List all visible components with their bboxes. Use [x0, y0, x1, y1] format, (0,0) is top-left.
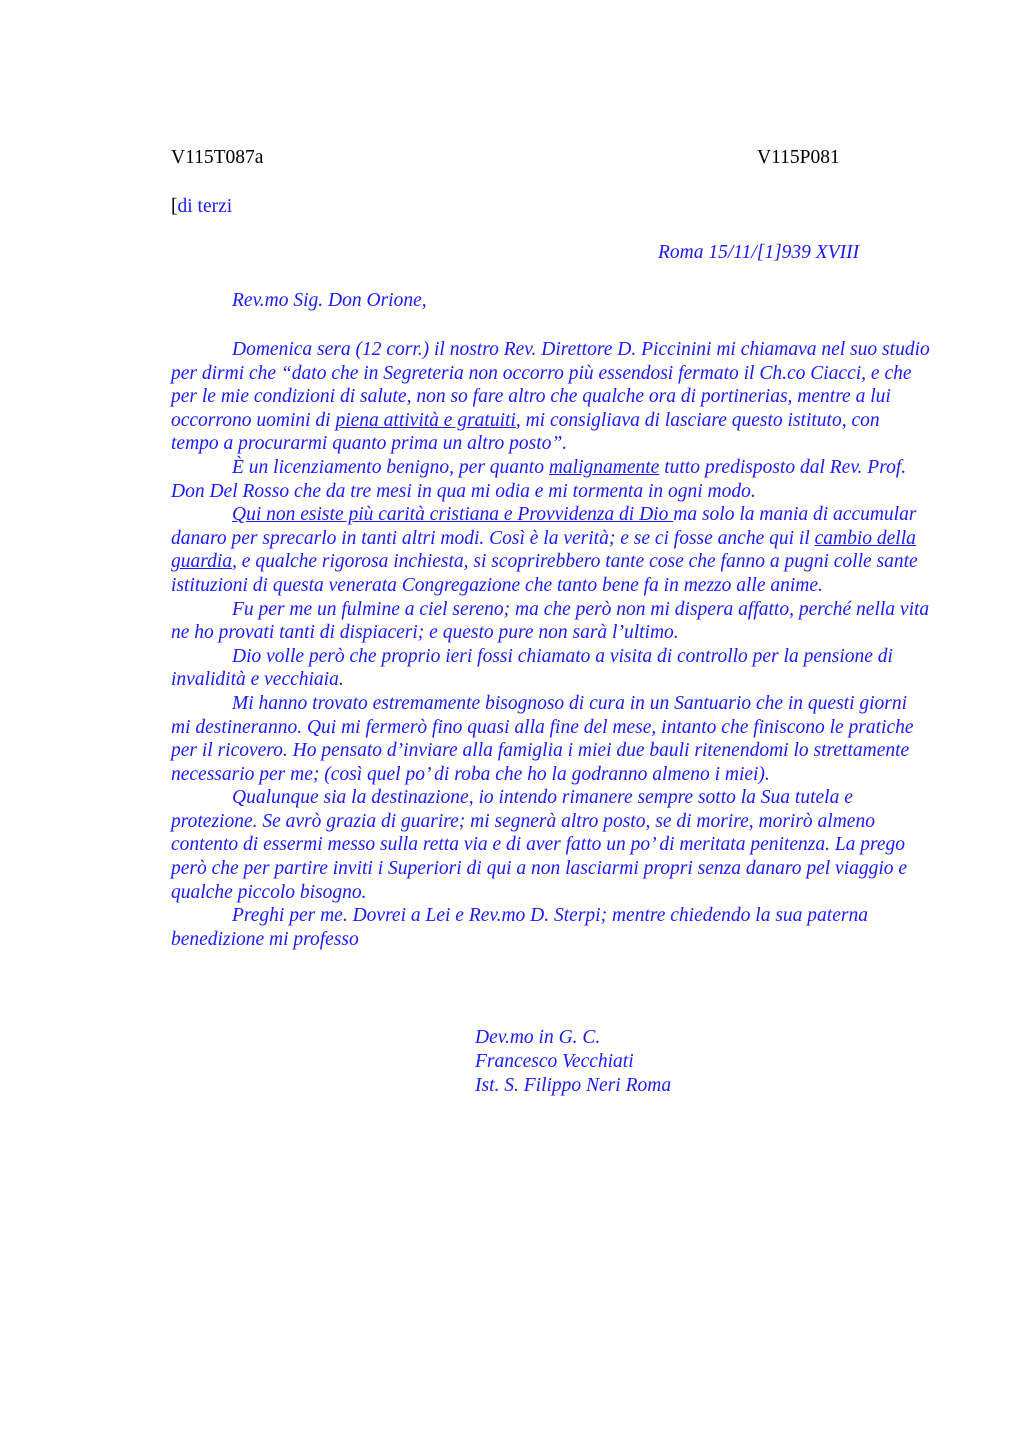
paragraph-1-text-a: Domenica sera (12 corr.) il nostro Rev. Direttore D. Piccinini mi chiamava nel suo studio per dirmi che “dato che in Segreteria non occorro più essendosi fermato il Ch.co Ciacci, e che per le mie condizioni di salute, non so fare altro che qualche ora di portinerias, mentre a lui occorrono uomini di	[171, 339, 930, 431]
paragraph-1	[171, 338, 931, 456]
paragraph-6: Mi hanno trovato estremamente bisognoso di cura in un Santuario che in questi giorni mi destineranno. Qui mi fermerò fino quasi alla fine del mese, intanto che finiscono le pratiche per il ricovero. Ho pensato d’inviare alla famiglia i miei due bauli ritenendomi lo strettamente necessario per me; (così quel po’ di roba che ho la godranno almeno i miei).	[171, 692, 914, 785]
document-code-left: V115T087a	[171, 147, 264, 168]
paragraph-2-underlined: malignamente	[548, 456, 660, 478]
paragraph-1-text-b: , mi consigliava di lasciare questo istituto, con tempo a procurarmi quanto prima un altro posto”.	[171, 409, 880, 455]
paragraph-3-text-a: ma solo la mania di accumular danaro per sprecarlo in tanti altri modi. Così è la verità; e se ci fosse anche qui il	[171, 504, 917, 549]
paragraph-2	[171, 456, 931, 503]
letter-signature	[475, 1026, 671, 1098]
paragraph-3-underlined-1: Qui non esiste più carità cristiana e Provvidenza di Dio	[232, 504, 674, 526]
paragraph-5: Dio volle però che proprio ieri fossi chiamato a visita di controllo per la pensione di invalidità e vecchiaia.	[171, 645, 893, 691]
source-tag-bracket: [	[171, 196, 178, 217]
source-tag	[171, 196, 232, 218]
paragraph-2-text-a: È un licenziamento benigno, per quanto	[232, 456, 549, 478]
signature-name: Francesco Vecchiati	[475, 1051, 634, 1072]
signature-closing: Dev.mo in G. C.	[475, 1027, 601, 1048]
paragraph-1-underlined: piena attività e gratuiti	[335, 409, 516, 431]
letter-body	[171, 338, 931, 951]
paragraph-7: Qualunque sia la destinazione, io intendo rimanere sempre sotto la Sua tutela e protezione. Se avrò grazia di guarire; mi segnerà altro posto, se di morire, morirò almeno contento di essermi messo sulla retta via e di aver fatto un po’ di meritata penitenza. La prego però che per partire inviti i Superiori di qui a non lasciarmi propri senza danaro pel viaggio e qualche piccolo bisogno.	[171, 787, 908, 903]
paragraph-2-text-b: tutto predisposto dal Rev. Prof. Don Del Rosso che da tre mesi in qua mi odia e mi tormenta in ogni modo.	[171, 456, 907, 502]
letter-salutation: Rev.mo Sig. Don Orione,	[232, 290, 427, 311]
source-tag-label: di terzi	[177, 196, 233, 217]
letter-date: Roma 15/11/[1]939 XVIII	[658, 242, 860, 263]
paragraph-3-text-b: , e qualche rigorosa inchiesta, si scoprirebbero tante cose che fanno a pugni colle sante istituzioni di questa venerata Congregazione che tanto bene fa in mezzo alle anime.	[171, 551, 918, 596]
paragraph-4: Fu per me un fulmine a ciel sereno; ma che però non mi dispera affatto, perché nella vita ne ho provati tanti di dispiaceri; e questo pure non sarà l’ultimo.	[171, 598, 930, 644]
paragraph-3-underlined-2: cambio della guardia	[171, 527, 916, 573]
signature-institute: Ist. S. Filippo Neri Roma	[475, 1075, 672, 1096]
paragraph-8: Preghi per me. Dovrei a Lei e Rev.mo D. Sterpi; mentre chiedendo la sua paterna benedizione mi professo	[171, 905, 868, 950]
paragraph-3	[171, 503, 931, 597]
document-code-right: V115P081	[757, 147, 840, 168]
